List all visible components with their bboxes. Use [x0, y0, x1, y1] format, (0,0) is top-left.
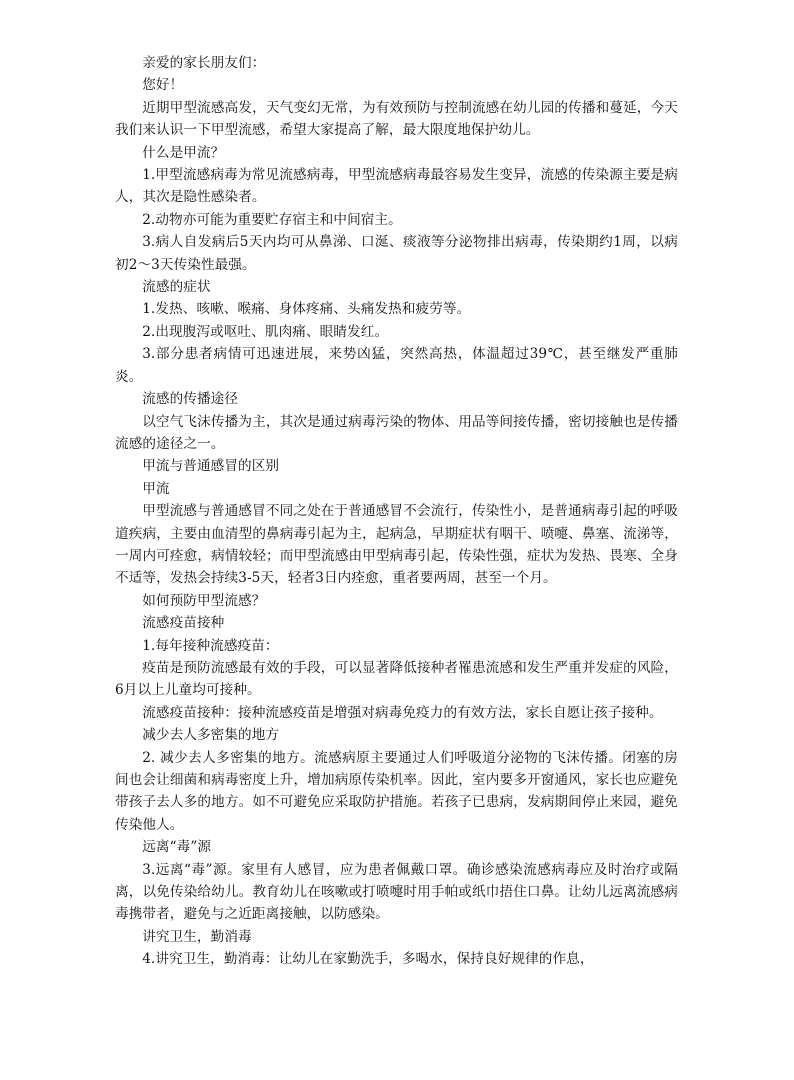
document-body	[115, 52, 678, 971]
subheading-avoid-crowds: 减少去人多密集的地方	[142, 727, 280, 744]
intro-paragraph: 近期甲型流感高发，天气变幻无常，为有效预防与控制流感在幼儿园的传播和蔓延，今天我们来认识一下甲型流感，希望大家提高了解，最大限度地保护幼儿。	[115, 99, 678, 139]
list-item: 1.每年接种流感疫苗：	[142, 637, 279, 654]
section-heading-what-is-flu-a: 什么是甲流？	[142, 144, 225, 161]
subheading-hygiene: 讲究卫生，勤消毒	[142, 928, 252, 945]
list-item: 2.出现腹泻或呕吐、肌肉痛、眼睛发红。	[142, 323, 389, 340]
section-heading-difference: 甲流与普通感冒的区别	[142, 458, 280, 475]
list-item: 2.动物亦可能为重要贮存宿主和中间宿主。	[142, 211, 402, 228]
subheading-stay-away-from-source: 远离“毒”源	[142, 839, 212, 856]
subheading-flu-a: 甲流	[142, 480, 170, 497]
section-heading-transmission: 流感的传播途径	[142, 391, 239, 408]
body-paragraph: 甲型流感与普通感冒不同之处在于普通感冒不会流行，传染性小，是普通病毒引起的呼吸道疾病，主要由血清型的鼻病毒引起为主，起病急，早期症状有咽干、喷嚏、鼻塞、流涕等，一周内可痊愈，病情较轻；而甲型流感由甲型病毒引起，传染性强，症状为发热、畏寒、全身不适等，发热会持续3-5天，轻者3日内痊愈，重者要两周，甚至一个月。	[115, 503, 678, 587]
subheading-vaccination: 流感疫苗接种	[142, 615, 225, 632]
salutation: 亲爱的家长朋友们：	[142, 55, 266, 71]
body-paragraph: 疫苗是预防流感最有效的手段，可以显著降低接种者罹患流感和发生严重并发症的风险，6月以上儿童均可接种。	[115, 659, 678, 699]
body-paragraph: 流感疫苗接种：接种流感疫苗是增强对病毒免疫力的有效方法，家长自愿让孩子接种。	[142, 704, 663, 721]
body-paragraph: 3.远离“毒”源。家里有人感冒，应为患者佩戴口罩。确诊感染流感病毒应及时治疗或隔离，以免传染给幼儿。教育幼儿在咳嗽或打喷嚏时用手帕或纸巾捂住口鼻。让幼儿远离流感病毒携带者，避免与之近距离接触，以防感染。	[115, 861, 678, 923]
body-paragraph: 以空气飞沫传播为主，其次是通过病毒污染的物体、用品等间接传播，密切接触也是传播流感的途径之一。	[115, 413, 678, 452]
list-item: 3.病人自发病后5天内均可从鼻涕、口涎、痰液等分泌物排出病毒，传染期约1周，以病初2～3天传染性最强。	[115, 234, 678, 273]
section-heading-prevention: 如何预防甲型流感？	[142, 592, 266, 609]
greeting: 您好！	[142, 77, 184, 94]
list-item: 1.发热、咳嗽、喉痛、身体疼痛、头痛发热和疲劳等。	[142, 301, 471, 318]
list-item: 3.部分患者病情可迅速进展，来势凶猛，突然高热，体温超过39℃，甚至继发严重肺炎。	[115, 346, 678, 385]
section-heading-symptoms: 流感的症状	[142, 279, 211, 296]
body-paragraph: 2. 减少去人多密集的地方。流感病原主要通过人们呼吸道分泌物的飞沫传播。闭塞的房间也会让细菌和病毒密度上升，增加病原传染机率。因此，室内要多开窗通风，家长也应避免带孩子去人多的地方。如不可避免应采取防护措施。若孩子已患病，发病期间停止来园，避免传染他人。	[115, 749, 678, 833]
body-paragraph: 4.讲究卫生，勤消毒：让幼儿在家勤洗手，多喝水，保持良好规律的作息，	[142, 951, 594, 968]
list-item: 1.甲型流感病毒为常见流感病毒，甲型流感病毒最容易发生变异，流感的传染源主要是病人，其次是隐性感染者。	[115, 167, 678, 206]
